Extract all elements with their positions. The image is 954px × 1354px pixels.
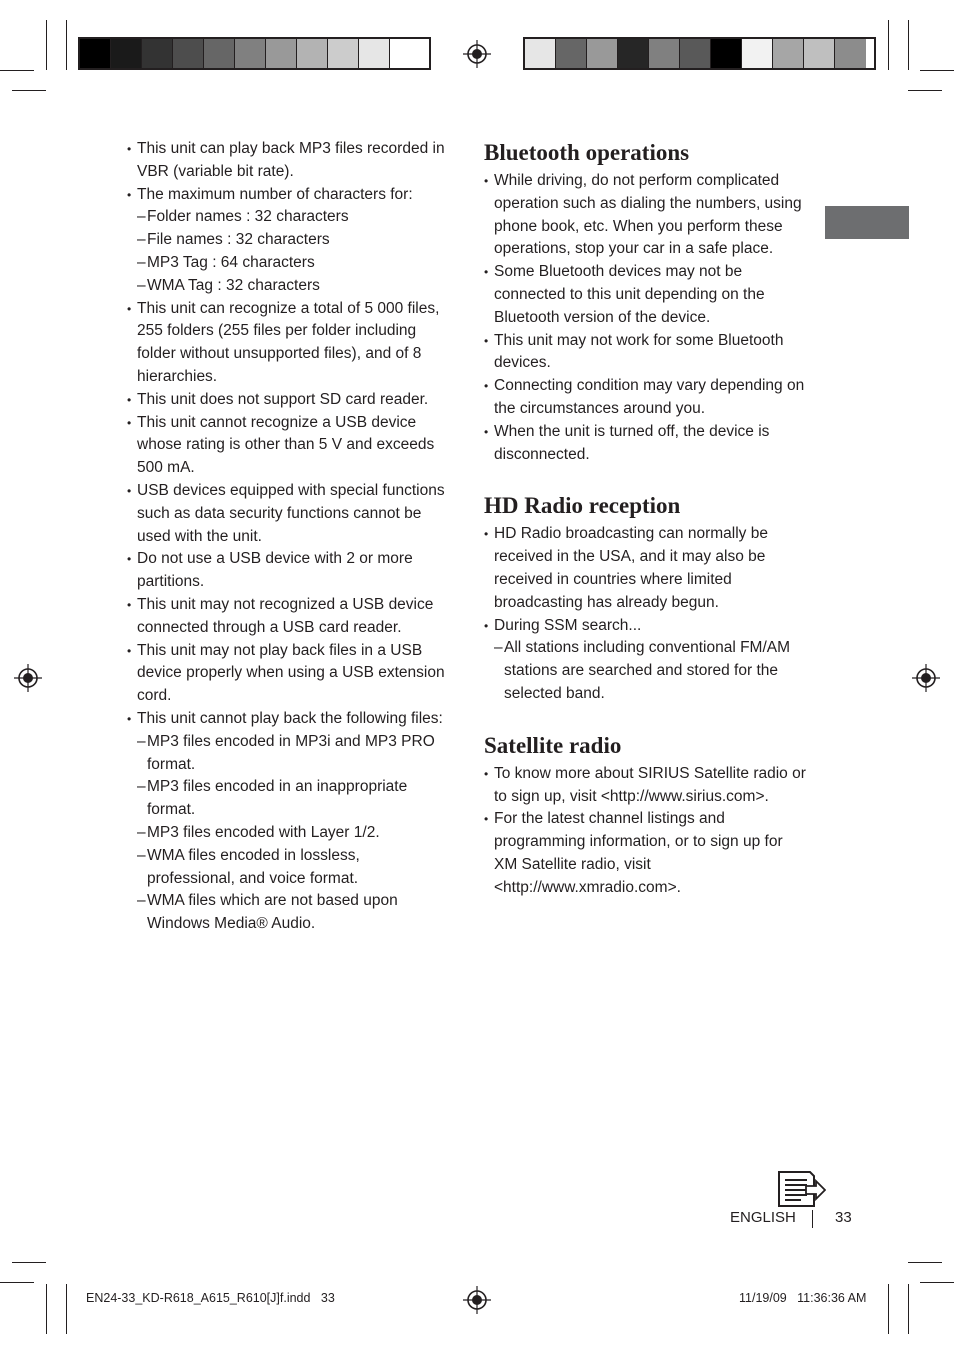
sub-item: – MP3 files encoded in MP3i and MP3 PRO format.: [127, 731, 449, 777]
bullet-item: • This unit may not work for some Bluetooth devices.: [484, 330, 810, 376]
section-heading: Satellite radio: [484, 732, 622, 758]
color-swatch: [328, 39, 359, 68]
bullet-item: • To know more about SIRIUS Satellite radio or to sign up, visit <http://www.sirius.com>.: [484, 763, 810, 809]
bullet-item: • This unit cannot play back the following files:: [127, 708, 449, 731]
section-heading: HD Radio reception: [484, 493, 681, 519]
print-timestamp: 11/19/09 11:36:36 AM: [739, 1291, 867, 1305]
color-swatch: [556, 39, 587, 68]
sub-item: – Folder names : 32 characters: [127, 206, 449, 229]
section: [484, 732, 810, 900]
sub-item: – WMA files which are not based upon Windows Media® Audio.: [127, 890, 449, 936]
footer-divider: [812, 1210, 813, 1228]
sub-item: – All stations including conventional FM/AM stations are searched and stored for the selected band.: [484, 637, 810, 705]
crop-mark: [908, 1284, 909, 1334]
sub-item: – WMA Tag : 32 characters: [127, 275, 449, 298]
color-swatch: [390, 39, 421, 68]
color-swatch: [742, 39, 773, 68]
section: [484, 139, 810, 466]
footer-language: ENGLISH: [730, 1209, 796, 1226]
sub-item: – MP3 files encoded in an inappropriate format.: [127, 776, 449, 822]
bullet-item: • During SSM search...: [484, 615, 810, 638]
bullet-item: • This unit may not recognized a USB device connected through a USB card reader.: [127, 594, 449, 640]
crop-mark: [888, 1284, 889, 1334]
color-swatch: [111, 39, 142, 68]
color-swatch: [525, 39, 556, 68]
bullet-item: • This unit may not play back files in a USB device properly when using a USB extension cord.: [127, 640, 449, 708]
bullet-item: • Do not use a USB device with 2 or more partitions.: [127, 548, 449, 594]
right-column: [484, 139, 810, 926]
color-swatch: [235, 39, 266, 68]
color-swatch: [173, 39, 204, 68]
crop-mark: [908, 1262, 942, 1263]
left-column: [127, 138, 449, 936]
language-tab-marker: [825, 206, 909, 239]
bullet-item: • This unit can recognize a total of 5 000 files, 255 folders (255 files per folder including folder without unsupported files), and of 8 hierarchies.: [127, 298, 449, 389]
section-list: [484, 763, 810, 900]
color-swatch: [649, 39, 680, 68]
page-number: 33: [835, 1209, 852, 1226]
file-slug: EN24-33_KD-R618_A615_R610[J]f.indd 33: [86, 1291, 335, 1305]
color-swatch: [680, 39, 711, 68]
registration-mark-icon: [463, 40, 491, 68]
color-swatch: [804, 39, 835, 68]
sub-item: – MP3 Tag : 64 characters: [127, 252, 449, 275]
bullet-item: • The maximum number of characters for:: [127, 184, 449, 207]
color-swatch: [80, 39, 111, 68]
crop-mark: [46, 1284, 47, 1334]
bullet-item: • While driving, do not perform complicated operation such as dialing the numbers, using phone book, etc. When you perform these operations, stop your car in a safe place.: [484, 170, 810, 261]
bullet-item: • Some Bluetooth devices may not be connected to this unit depending on the Bluetooth version of the device.: [484, 261, 810, 329]
bullet-item: • USB devices equipped with special functions such as data security functions cannot be used with the unit.: [127, 480, 449, 548]
sub-item: – File names : 32 characters: [127, 229, 449, 252]
color-swatch: [587, 39, 618, 68]
sub-item: – MP3 files encoded with Layer 1/2.: [127, 822, 449, 845]
bullet-item: • Connecting condition may vary depending on the circumstances around you.: [484, 375, 810, 421]
crop-mark: [0, 70, 34, 71]
crop-mark: [920, 1282, 954, 1283]
crop-mark: [0, 1282, 34, 1283]
bullet-item: • When the unit is turned off, the device is disconnected.: [484, 421, 810, 467]
section-list: [484, 170, 810, 466]
color-swatch: [359, 39, 390, 68]
document-arrow-icon: [776, 1170, 826, 1208]
bullet-item: • This unit cannot recognize a USB device whose rating is other than 5 V and exceeds 500 mA.: [127, 412, 449, 480]
registration-mark-icon: [14, 664, 42, 692]
section-heading: Bluetooth operations: [484, 140, 690, 165]
section-list: [484, 523, 810, 705]
crop-mark: [888, 20, 889, 70]
color-swatch: [711, 39, 742, 68]
section: [484, 492, 810, 705]
bullet-item: • This unit does not support SD card reader.: [127, 389, 449, 412]
sub-item: – WMA files encoded in lossless, professional, and voice format.: [127, 845, 449, 891]
color-swatch: [142, 39, 173, 68]
crop-mark: [12, 1262, 46, 1263]
color-bar-right: [523, 37, 876, 70]
bullet-item: • HD Radio broadcasting can normally be received in the USA, and it may also be received in countries where limited broadcasting has already begun.: [484, 523, 810, 614]
registration-mark-icon: [463, 1286, 491, 1314]
color-swatch: [835, 39, 866, 68]
crop-mark: [12, 90, 46, 91]
bullet-item: • This unit can play back MP3 files recorded in VBR (variable bit rate).: [127, 138, 449, 184]
crop-mark: [920, 70, 954, 71]
registration-mark-icon: [912, 664, 940, 692]
crop-mark: [46, 20, 47, 70]
color-swatch: [204, 39, 235, 68]
bullet-item: • For the latest channel listings and programming information, or to sign up for XM Satellite radio, visit <http://www.xmradio.com>.: [484, 808, 810, 899]
crop-mark: [66, 1284, 67, 1334]
crop-mark: [908, 20, 909, 70]
color-swatch: [773, 39, 804, 68]
color-swatch: [266, 39, 297, 68]
notes-list: [127, 138, 449, 936]
color-swatch: [618, 39, 649, 68]
crop-mark: [66, 20, 67, 70]
crop-mark: [908, 90, 942, 91]
color-swatch: [297, 39, 328, 68]
color-bar-left: [78, 37, 431, 70]
